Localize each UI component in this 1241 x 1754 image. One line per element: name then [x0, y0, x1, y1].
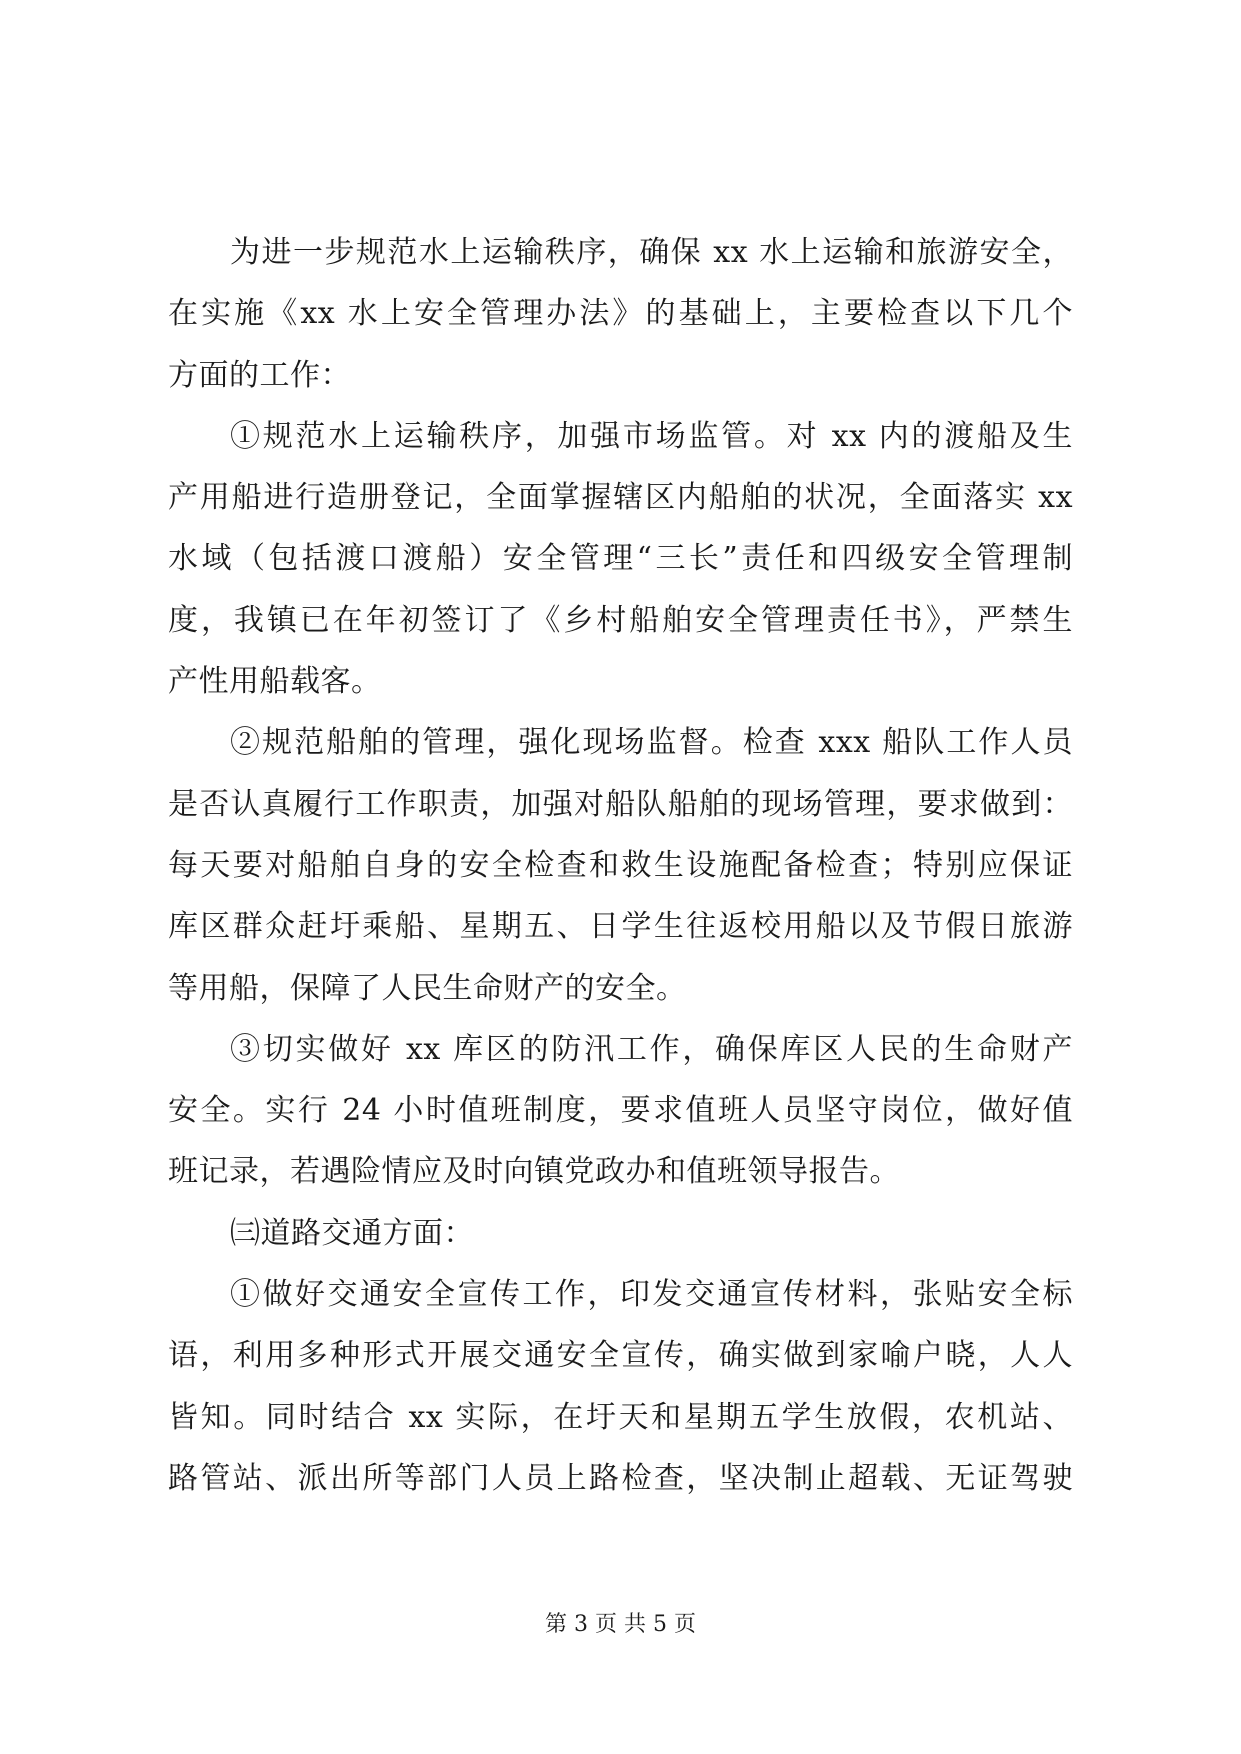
text-line: 库区群众赶圩乘船、星期五、日学生往返校用船以及节假日旅游	[168, 909, 1073, 945]
section-heading: ㈢道路交通方面：	[230, 1215, 474, 1251]
page-number-footer: 第 3 页 共 5 页	[545, 1612, 696, 1637]
text-line: 在实施《xx 水上安全管理办法》的基础上，主要检查以下几个	[168, 296, 1073, 332]
text-line: 水域（包括渡口渡船）安全管理“三长”责任和四级安全管理制	[168, 541, 1073, 577]
text-line: 为进一步规范水上运输秩序，确保 xx 水上运输和旅游安全，	[230, 235, 1073, 270]
text-line: 等用船，保障了人民生命财产的安全。	[168, 970, 687, 1006]
text-line: 语，利用多种形式开展交通安全宣传，确实做到家喻户晓，人人	[168, 1338, 1073, 1374]
text-line: ②规范船舶的管理，强化现场监督。检查 xxx 船队工作人员	[230, 725, 1073, 761]
text-line: ①规范水上运输秩序，加强市场监管。对 xx 内的渡船及生	[230, 418, 1073, 454]
text-line: 产用船进行造册登记，全面掌握辖区内船舶的状况，全面落实 xx	[168, 480, 1073, 516]
text-line: 路管站、派出所等部门人员上路检查，坚决制止超载、无证驾驶	[168, 1460, 1073, 1496]
text-line: ③切实做好 xx 库区的防汛工作，确保库区人民的生命财产	[230, 1031, 1073, 1067]
text-line: ①做好交通安全宣传工作，印发交通宣传材料，张贴安全标	[230, 1277, 1073, 1313]
text-line: 度，我镇已在年初签订了《乡村船舶安全管理责任书》，严禁生	[168, 602, 1073, 638]
text-line: 是否认真履行工作职责，加强对船队船舶的现场管理，要求做到：	[168, 786, 1073, 822]
text-line: 皆知。同时结合 xx 实际，在圩天和星期五学生放假，农机站、	[168, 1399, 1073, 1435]
text-line: 方面的工作：	[168, 357, 351, 393]
document-body	[168, 222, 1073, 1509]
text-line: 班记录，若遇险情应及时向镇党政办和值班领导报告。	[168, 1154, 900, 1190]
text-line: 产性用船载客。	[168, 664, 382, 700]
text-line: 每天要对船舶自身的安全检查和救生设施配备检查；特别应保证	[168, 847, 1073, 883]
text-line: 安全。实行 24 小时值班制度，要求值班人员坚守岗位，做好值	[168, 1093, 1073, 1129]
